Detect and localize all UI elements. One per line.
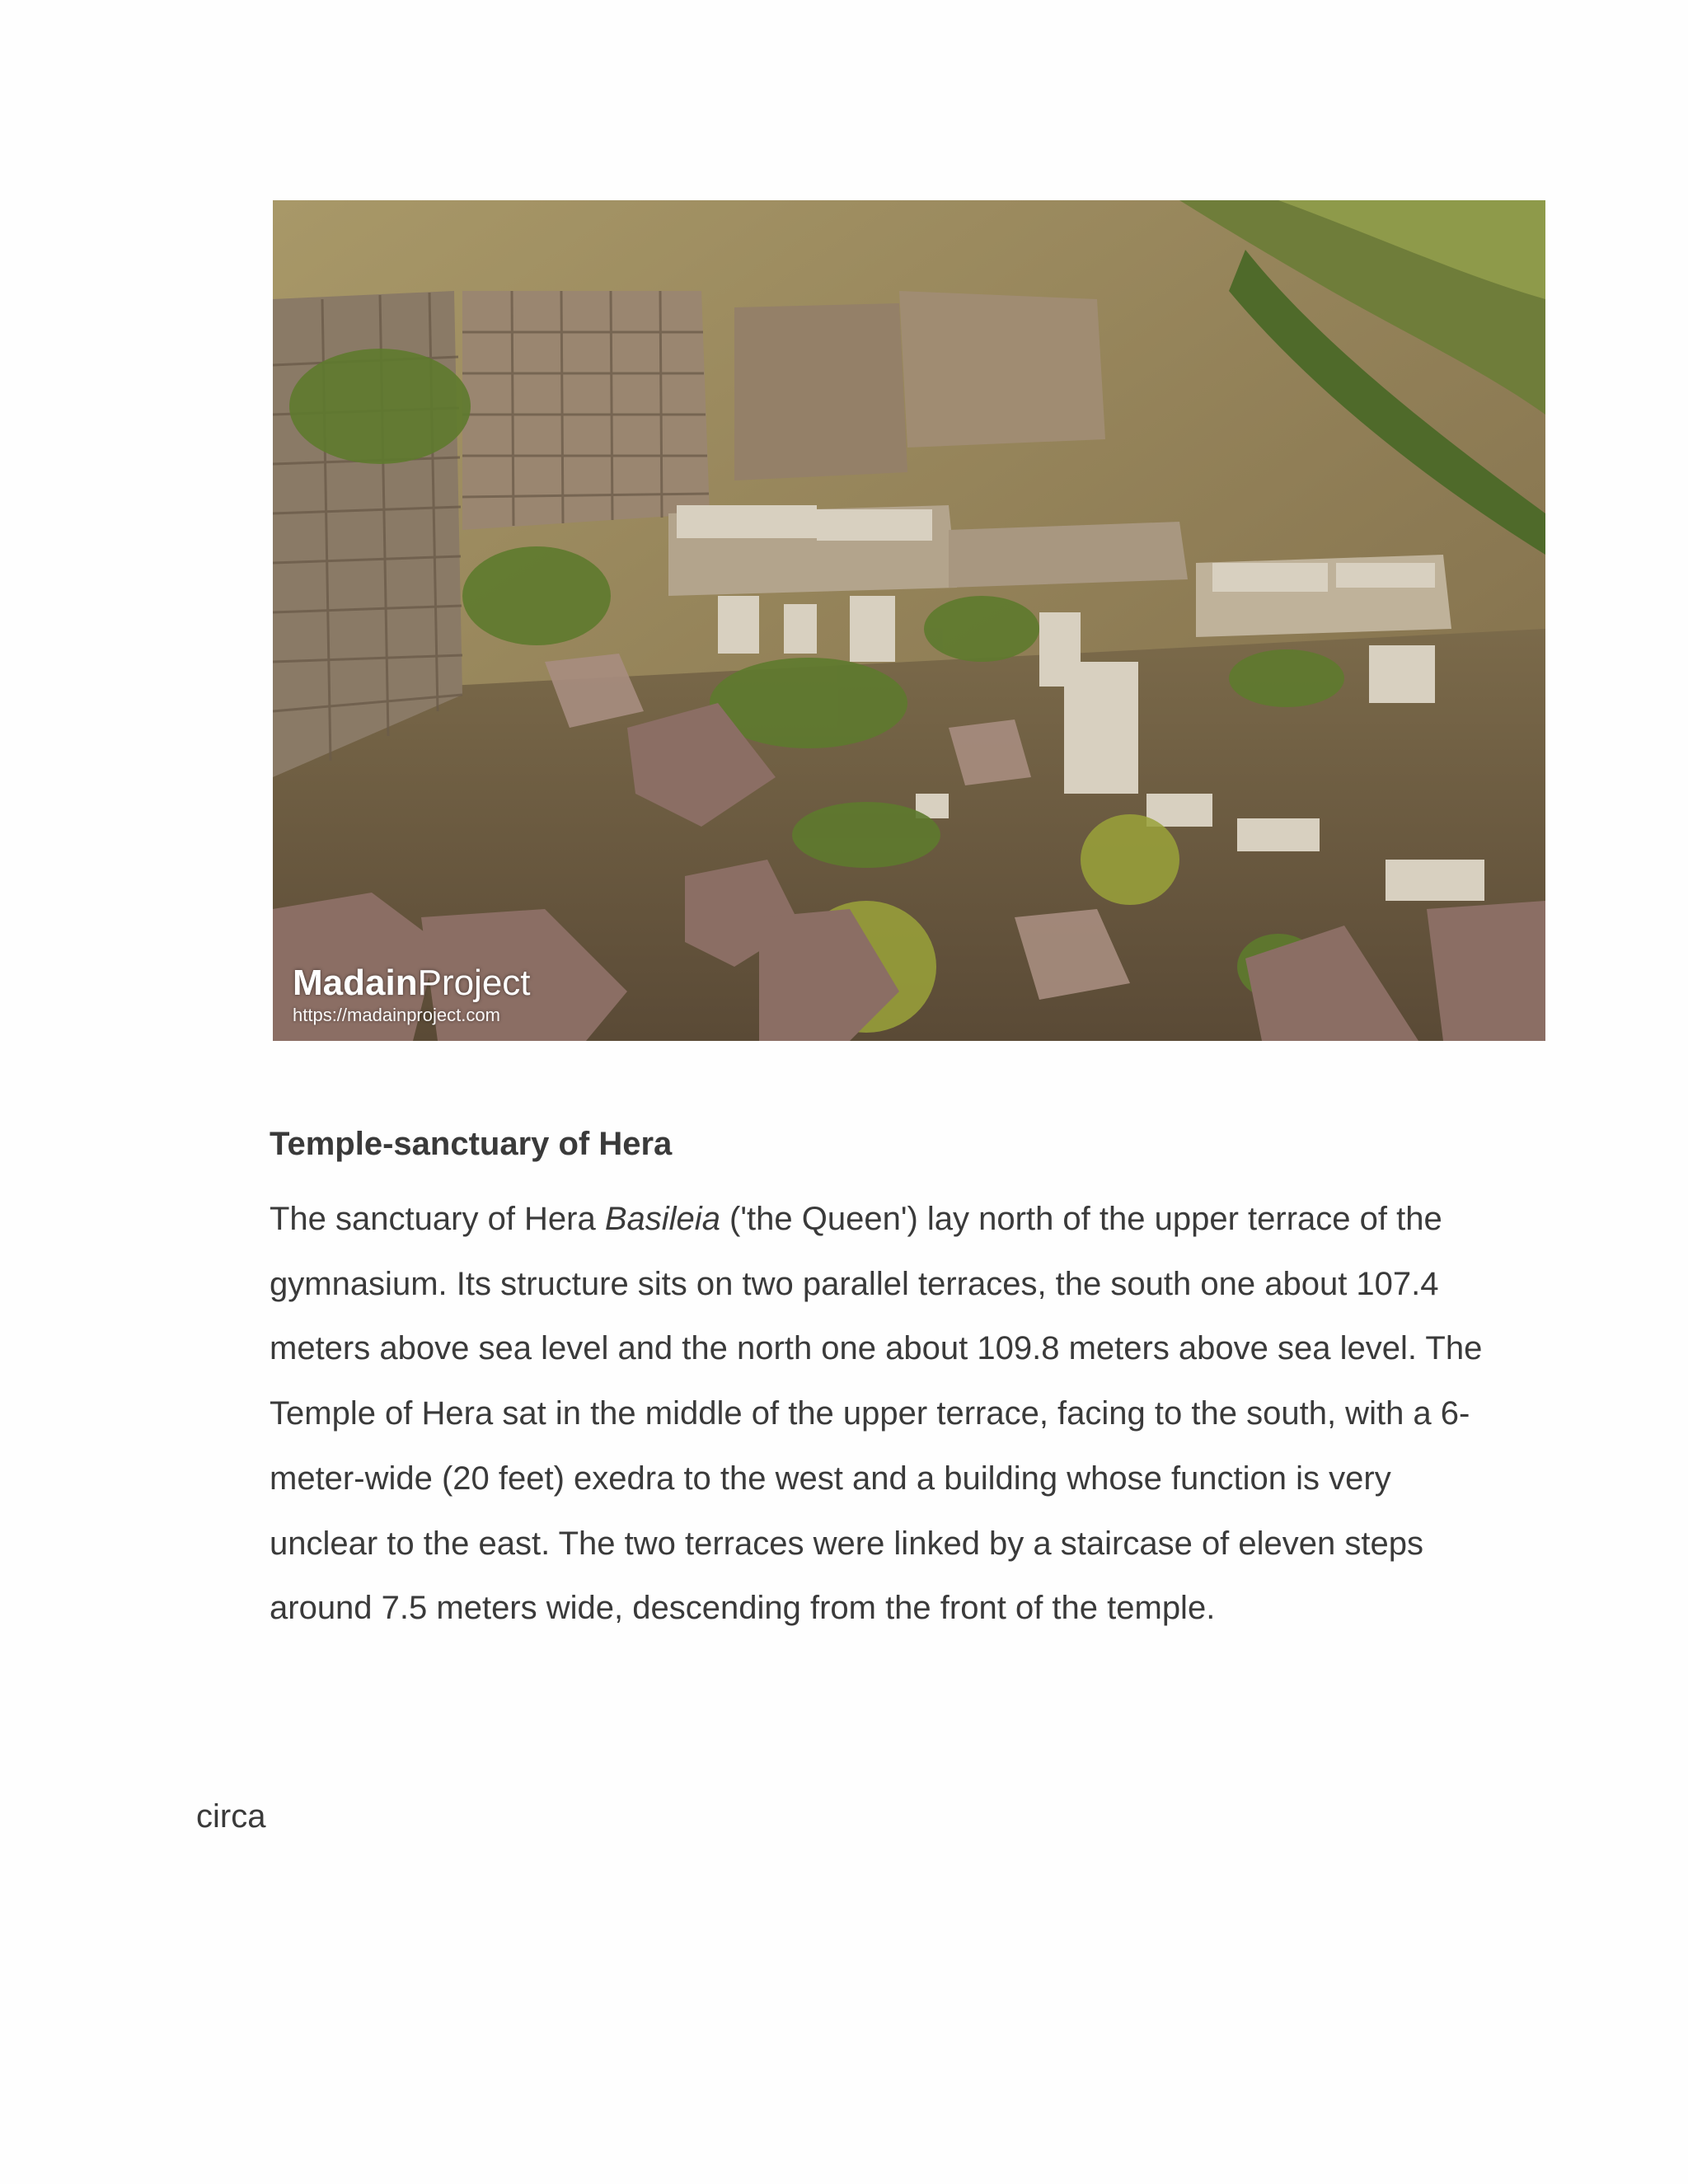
paragraph-start: The sanctuary of Hera	[270, 1201, 605, 1237]
watermark-url: https://madainproject.com	[293, 1005, 500, 1025]
footer-word: circa	[196, 1798, 266, 1835]
paragraph-rest: ('the Queen') lay north of the upper terrace of the gymnasium. Its structure sits on two parallel terraces, the south one about 107.4 meters above sea level and the north one about 109.8 meters above sea level. The Temple of Hera sat in the middle of the upper terrace, facing to the south, with a 6-meter-wide (20 feet) exedra to the west and a building whose function is very unclear to the east. The two terraces were linked by a staircase of eleven steps around 7.5 meters wide, descending from the front of the temple.	[270, 1201, 1483, 1627]
photo-watermark	[293, 963, 531, 1026]
ruins-illustration	[273, 200, 1545, 1041]
watermark-brand-rest: Project	[417, 963, 531, 1003]
watermark-brand-bold: Madain	[293, 963, 418, 1003]
temple-ruins-photo	[273, 200, 1545, 1041]
section-heading: Temple-sanctuary of Hera	[270, 1126, 673, 1162]
watermark-brand	[293, 963, 531, 1003]
paragraph-italic: Basileia	[604, 1201, 720, 1237]
section-paragraph	[270, 1187, 1489, 1641]
